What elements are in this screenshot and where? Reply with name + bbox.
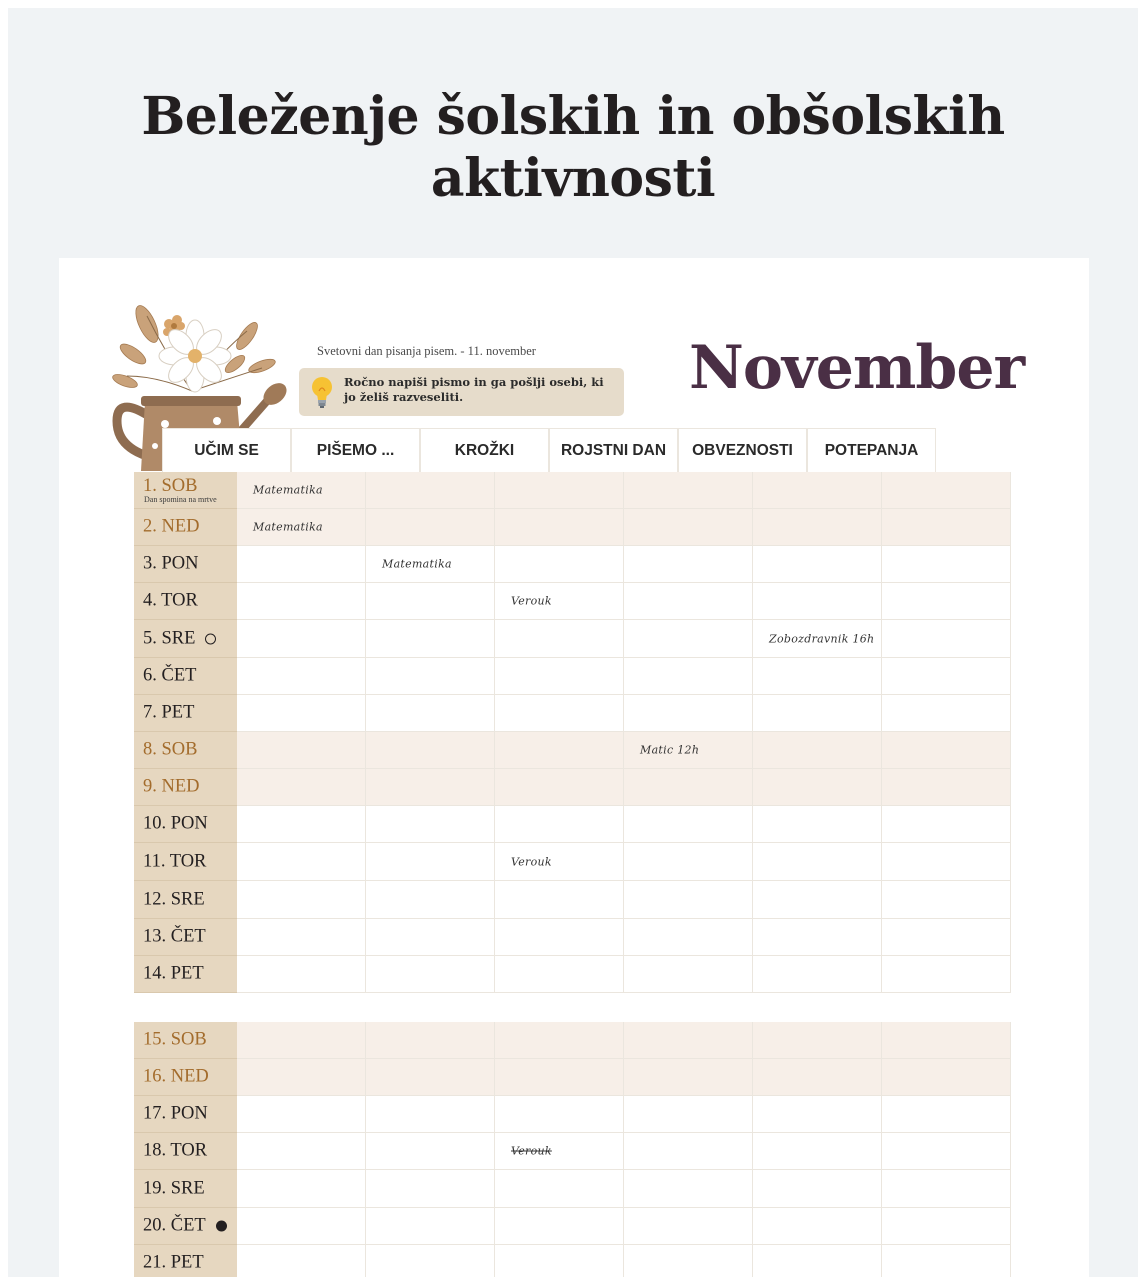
handwritten-entry: Matic 12h (640, 743, 700, 757)
planner-cell[interactable] (366, 1245, 495, 1277)
planner-cell[interactable] (753, 1208, 882, 1245)
planner-cell[interactable] (753, 1133, 882, 1170)
planner-cell[interactable] (624, 1059, 753, 1096)
planner-cell[interactable] (366, 658, 495, 695)
day-label (134, 769, 237, 806)
planner-cell[interactable] (882, 1022, 1011, 1059)
planner-cell[interactable] (495, 732, 624, 769)
page-background (8, 8, 1138, 1277)
day-label-text (143, 1104, 208, 1125)
day-row (134, 769, 1011, 806)
planner-cell[interactable] (624, 1133, 753, 1170)
planner-cell[interactable] (366, 620, 495, 658)
column-header-potepanja: POTEPANJA (807, 428, 936, 472)
day-row (134, 1022, 1011, 1059)
planner-cell[interactable] (753, 806, 882, 843)
day-label-value: 9. NED (143, 776, 200, 797)
planner-cell[interactable] (495, 472, 624, 509)
planner-cell[interactable] (624, 1096, 753, 1133)
planner-cell[interactable] (237, 956, 366, 993)
handwritten-entry: Verouk (511, 855, 552, 868)
day-label-value: 2. NED (143, 516, 200, 537)
day-label-text (143, 1067, 209, 1088)
planner-cell[interactable] (237, 583, 366, 620)
planner-cell[interactable] (753, 658, 882, 695)
column-header-rojstni-dan: ROJSTNI DAN (549, 428, 678, 472)
planner-cell[interactable] (753, 1245, 882, 1277)
day-label-value: 18. TOR (143, 1140, 208, 1161)
planner-cell[interactable] (237, 1245, 366, 1277)
planner-cell[interactable] (366, 695, 495, 732)
planner-cell[interactable] (366, 1022, 495, 1059)
planner-cell[interactable] (495, 1059, 624, 1096)
planner-cell[interactable] (495, 620, 624, 658)
planner-cell[interactable] (624, 881, 753, 919)
planner-cell[interactable] (882, 1245, 1011, 1277)
column-header-obveznosti: OBVEZNOSTI (678, 428, 807, 472)
day-label-value: 1. SOB (143, 476, 198, 496)
day-row (134, 1133, 1011, 1170)
planner-cell[interactable] (624, 472, 753, 509)
planner-cell[interactable] (366, 1208, 495, 1245)
day-label (134, 806, 237, 843)
day-label-value: 16. NED (143, 1066, 209, 1087)
day-label-value: 19. SRE (143, 1178, 205, 1198)
day-label-text (143, 554, 199, 575)
planner-cell[interactable] (624, 509, 753, 546)
planner-cell[interactable] (882, 1133, 1011, 1170)
day-label (134, 1096, 237, 1133)
day-label-value: 3. PON (143, 553, 199, 574)
day-label (134, 919, 237, 956)
planner-cell[interactable] (624, 658, 753, 695)
day-label-value: 7. PET (143, 702, 195, 723)
planner-cell[interactable] (753, 732, 882, 769)
planner-cell[interactable] (624, 583, 753, 620)
planner-cell[interactable] (753, 583, 882, 620)
day-label (134, 1133, 237, 1170)
planner-cell[interactable] (237, 919, 366, 956)
planner-cell[interactable] (366, 472, 495, 509)
day-label-text (143, 1216, 227, 1237)
day-label-value: 11. TOR (143, 851, 207, 871)
planner-cell[interactable] (753, 1096, 882, 1133)
planner-cell[interactable] (237, 620, 366, 658)
planner-cell[interactable] (366, 956, 495, 993)
day-label-text (143, 476, 198, 497)
day-label-value: 15. SOB (143, 1029, 207, 1050)
day-label-value: 8. SOB (143, 739, 198, 760)
planner-cell[interactable] (882, 1208, 1011, 1245)
day-row (134, 1059, 1011, 1096)
day-holiday-note: Dan spomina na mrtve (144, 495, 217, 504)
day-label-text (143, 666, 196, 687)
planner-cell[interactable] (366, 919, 495, 956)
day-label-value: 12. SRE (143, 889, 205, 909)
day-label (134, 509, 237, 546)
note-box (299, 368, 624, 416)
day-label-text (143, 851, 206, 872)
planner-cell[interactable] (495, 546, 624, 583)
month-title: November (689, 333, 1025, 403)
planner-cell[interactable] (882, 919, 1011, 956)
planner-cell[interactable] (882, 1170, 1011, 1208)
planner-cell[interactable] (624, 1245, 753, 1277)
planner-cell[interactable] (495, 956, 624, 993)
day-label (134, 1170, 237, 1208)
planner-cell[interactable] (882, 881, 1011, 919)
day-label (134, 843, 237, 881)
planner-cell[interactable] (624, 695, 753, 732)
day-label-text (143, 740, 198, 761)
planner-cell[interactable] (882, 806, 1011, 843)
day-label-value: 21. PET (143, 1252, 204, 1273)
planner-cell[interactable] (495, 769, 624, 806)
planner-cell[interactable] (495, 806, 624, 843)
day-row (134, 1245, 1011, 1277)
planner-cell[interactable] (495, 1170, 624, 1208)
planner-cell[interactable] (237, 1170, 366, 1208)
day-label-text (143, 1178, 205, 1199)
day-label-text (143, 1253, 204, 1274)
planner-cell[interactable] (495, 695, 624, 732)
day-label-value: 5. SRE (143, 628, 196, 648)
planner-cell[interactable] (882, 620, 1011, 658)
day-label-value: 13. ČET (143, 926, 206, 947)
day-label-value: 20. ČET (143, 1215, 206, 1236)
planner-cell[interactable] (495, 583, 624, 620)
planner-cell[interactable] (624, 806, 753, 843)
day-label (134, 583, 237, 620)
planner-cell[interactable] (753, 1059, 882, 1096)
day-label-text (143, 927, 206, 948)
planner-cell[interactable] (237, 1022, 366, 1059)
planner-cell[interactable] (366, 1059, 495, 1096)
planner-cell[interactable] (753, 620, 882, 658)
day-label-value: 14. PET (143, 963, 204, 984)
planner-cell[interactable] (237, 1208, 366, 1245)
day-label-text (143, 517, 200, 538)
planner-cell[interactable] (495, 843, 624, 881)
planner-cell[interactable] (366, 583, 495, 620)
planner-cell[interactable] (753, 843, 882, 881)
planner-cell[interactable] (624, 1022, 753, 1059)
day-label-text (143, 1141, 207, 1162)
day-row (134, 732, 1011, 769)
planner-cell[interactable] (366, 806, 495, 843)
planner-cell[interactable] (882, 843, 1011, 881)
planner-cell[interactable] (366, 1133, 495, 1170)
planner-cell[interactable] (495, 919, 624, 956)
planner-cell[interactable] (753, 695, 882, 732)
day-label-text (143, 814, 208, 835)
day-label (134, 658, 237, 695)
day-label-value: 10. PON (143, 813, 208, 834)
planner-cell[interactable] (624, 732, 753, 769)
day-row (134, 881, 1011, 919)
planner-cell[interactable] (366, 732, 495, 769)
planner-cell[interactable] (624, 1170, 753, 1208)
day-row (134, 546, 1011, 583)
planner-cell[interactable] (753, 546, 882, 583)
day-label (134, 732, 237, 769)
day-label-text (143, 703, 194, 724)
planner-cell[interactable] (882, 583, 1011, 620)
day-label-text (143, 591, 198, 612)
planner-cell[interactable] (882, 1096, 1011, 1133)
planner-cell[interactable] (237, 658, 366, 695)
column-header-ucim-se: UČIM SE (162, 428, 291, 472)
day-row (134, 583, 1011, 620)
planner-cell[interactable] (624, 546, 753, 583)
day-row (134, 509, 1011, 546)
planner-cell[interactable] (237, 1059, 366, 1096)
day-label-value: 4. TOR (143, 590, 198, 611)
planner-cell[interactable] (882, 1059, 1011, 1096)
planner-cell[interactable] (366, 843, 495, 881)
planner-cell[interactable] (882, 956, 1011, 993)
planner-cell[interactable] (495, 658, 624, 695)
day-label (134, 956, 237, 993)
planner-cell[interactable] (882, 695, 1011, 732)
planner-cell[interactable] (237, 732, 366, 769)
planner-cell[interactable] (495, 1133, 624, 1170)
lightbulb-icon (310, 375, 334, 411)
planner-cell[interactable] (882, 472, 1011, 509)
planner-cell[interactable] (237, 546, 366, 583)
day-label-text (143, 1030, 207, 1051)
planner-cell[interactable] (237, 472, 366, 509)
day-label-text (143, 628, 216, 649)
day-label (134, 1245, 237, 1277)
planner-cell[interactable] (753, 956, 882, 993)
column-header-row (162, 428, 936, 472)
planner-cell[interactable] (624, 1208, 753, 1245)
planner-cell[interactable] (237, 843, 366, 881)
day-row (134, 472, 1011, 509)
first-quarter-moon-icon (205, 633, 216, 644)
day-row (134, 843, 1011, 881)
page-title: Beleženje šolskih in obšolskih aktivnosti (141, 86, 1005, 209)
planner-cell[interactable] (753, 1022, 882, 1059)
planner-cell[interactable] (237, 881, 366, 919)
day-label (134, 695, 237, 732)
planner-cell[interactable] (237, 806, 366, 843)
day-row (134, 620, 1011, 658)
handwritten-entry: Matematika (253, 483, 323, 497)
planner-cell[interactable] (753, 472, 882, 509)
planner-cell[interactable] (237, 1133, 366, 1170)
planner-cell[interactable] (237, 695, 366, 732)
day-row (134, 695, 1011, 732)
handwritten-entry: Verouk (511, 594, 552, 608)
day-label (134, 881, 237, 919)
planner-cell[interactable] (624, 769, 753, 806)
planner-cell[interactable] (237, 1096, 366, 1133)
day-row (134, 658, 1011, 695)
handwritten-entry: Matematika (382, 557, 452, 571)
planner-cell[interactable] (366, 1170, 495, 1208)
planner-cell[interactable] (495, 1096, 624, 1133)
planner-cell[interactable] (882, 658, 1011, 695)
handwritten-entry: Verouk (511, 1144, 552, 1158)
planner-cell[interactable] (882, 769, 1011, 806)
day-label-value: 17. PON (143, 1103, 208, 1124)
planner-cell[interactable] (624, 956, 753, 993)
planner-cell[interactable] (882, 732, 1011, 769)
planner-cell[interactable] (624, 919, 753, 956)
full-moon-icon (216, 1221, 227, 1232)
day-label (134, 1208, 237, 1245)
day-row (134, 956, 1011, 993)
planner-cell[interactable] (753, 509, 882, 546)
planner-cell[interactable] (366, 769, 495, 806)
day-label (134, 472, 237, 509)
day-label-text (143, 777, 200, 798)
planner-cell[interactable] (882, 509, 1011, 546)
planner-cell[interactable] (753, 769, 882, 806)
planner-cell[interactable] (366, 546, 495, 583)
day-row (134, 919, 1011, 956)
planner-cell[interactable] (753, 919, 882, 956)
day-label (134, 1059, 237, 1096)
planner-cell[interactable] (624, 620, 753, 658)
day-label (134, 546, 237, 583)
day-label-text (143, 964, 204, 985)
planner-cell[interactable] (624, 843, 753, 881)
handwritten-entry: Zobozdravnik 16h (769, 632, 875, 645)
planner-cell[interactable] (237, 509, 366, 546)
note-text: Ročno napiši pismo in ga pošlji osebi, ki jo želiš razveseliti. (344, 375, 604, 404)
note-title: Svetovni dan pisanja pisem. - 11. november (317, 344, 536, 358)
planner-cell[interactable] (495, 881, 624, 919)
planner-cell[interactable] (366, 509, 495, 546)
planner-cell[interactable] (495, 1208, 624, 1245)
column-header-pisemo: PIŠEMO ... (291, 428, 420, 472)
planner-cell[interactable] (753, 1170, 882, 1208)
day-label-value: 6. ČET (143, 665, 197, 686)
handwritten-entry: Matematika (253, 520, 323, 534)
planner-cell[interactable] (753, 881, 882, 919)
day-row (134, 806, 1011, 843)
day-label (134, 1022, 237, 1059)
planner-sheet (59, 258, 1089, 1277)
planner-cell[interactable] (495, 1022, 624, 1059)
day-label (134, 620, 237, 658)
planner-cell[interactable] (366, 1096, 495, 1133)
day-row (134, 1096, 1011, 1133)
planner-cell[interactable] (237, 769, 366, 806)
planner-cell[interactable] (495, 509, 624, 546)
column-header-krozki: KROŽKI (420, 428, 549, 472)
planner-cell[interactable] (882, 546, 1011, 583)
planner-cell[interactable] (366, 881, 495, 919)
day-row (134, 1170, 1011, 1208)
day-label-text (143, 889, 205, 910)
planner-cell[interactable] (495, 1245, 624, 1277)
day-row (134, 1208, 1011, 1245)
